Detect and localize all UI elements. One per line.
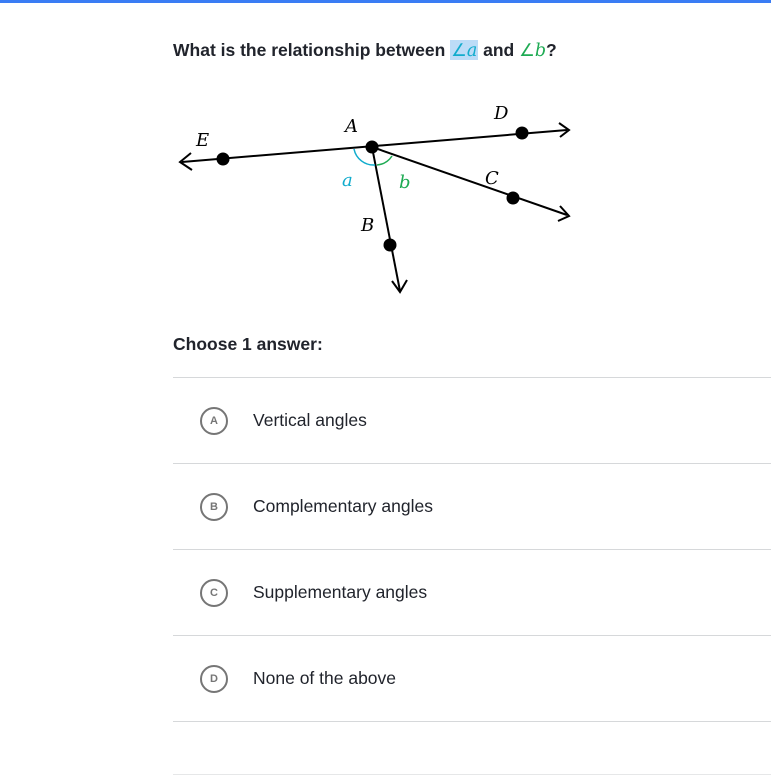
label-c: C (485, 168, 499, 189)
point-b (384, 239, 397, 252)
angle-b-arc (377, 156, 392, 165)
choice-d[interactable] (173, 635, 771, 722)
angle-a-var: a (466, 41, 478, 61)
label-e: E (196, 130, 210, 151)
choice-letter-bubble[interactable]: A (200, 407, 228, 435)
question-prefix: What is the relationship between (173, 40, 451, 60)
angle-a-reference (450, 40, 478, 60)
question-middle: and (478, 40, 520, 60)
label-b: B (361, 215, 375, 236)
angle-symbol: ∠ (519, 40, 535, 60)
ray-ab (372, 147, 400, 291)
angle-symbol: ∠ (451, 40, 467, 60)
question-text (173, 40, 557, 61)
label-d: D (494, 103, 509, 124)
choice-b[interactable] (173, 463, 771, 549)
point-e (217, 153, 230, 166)
bottom-divider (173, 774, 771, 775)
choice-label: None of the above (253, 668, 397, 688)
point-d (516, 127, 529, 140)
question-suffix: ? (546, 40, 557, 60)
point-c (507, 192, 520, 205)
point-a (366, 141, 379, 154)
label-a: A (345, 116, 358, 137)
angle-b-reference (519, 40, 546, 60)
top-accent-bar (0, 0, 771, 3)
choice-c[interactable] (173, 549, 771, 635)
choice-letter-bubble[interactable]: D (200, 665, 228, 693)
choice-a[interactable] (173, 377, 771, 463)
choice-label: Vertical angles (253, 410, 367, 430)
choice-label: Complementary angles (253, 496, 433, 516)
angle-b-var: b (534, 41, 547, 61)
angle-diagram (170, 95, 580, 300)
label-angle-b: b (399, 172, 411, 193)
choice-letter-bubble[interactable]: B (200, 493, 228, 521)
answer-choices (173, 377, 771, 722)
choice-label: Supplementary angles (253, 582, 428, 602)
label-angle-a: a (342, 170, 353, 191)
choice-letter-bubble[interactable]: C (200, 579, 228, 607)
choose-label: Choose 1 answer: (173, 334, 323, 354)
